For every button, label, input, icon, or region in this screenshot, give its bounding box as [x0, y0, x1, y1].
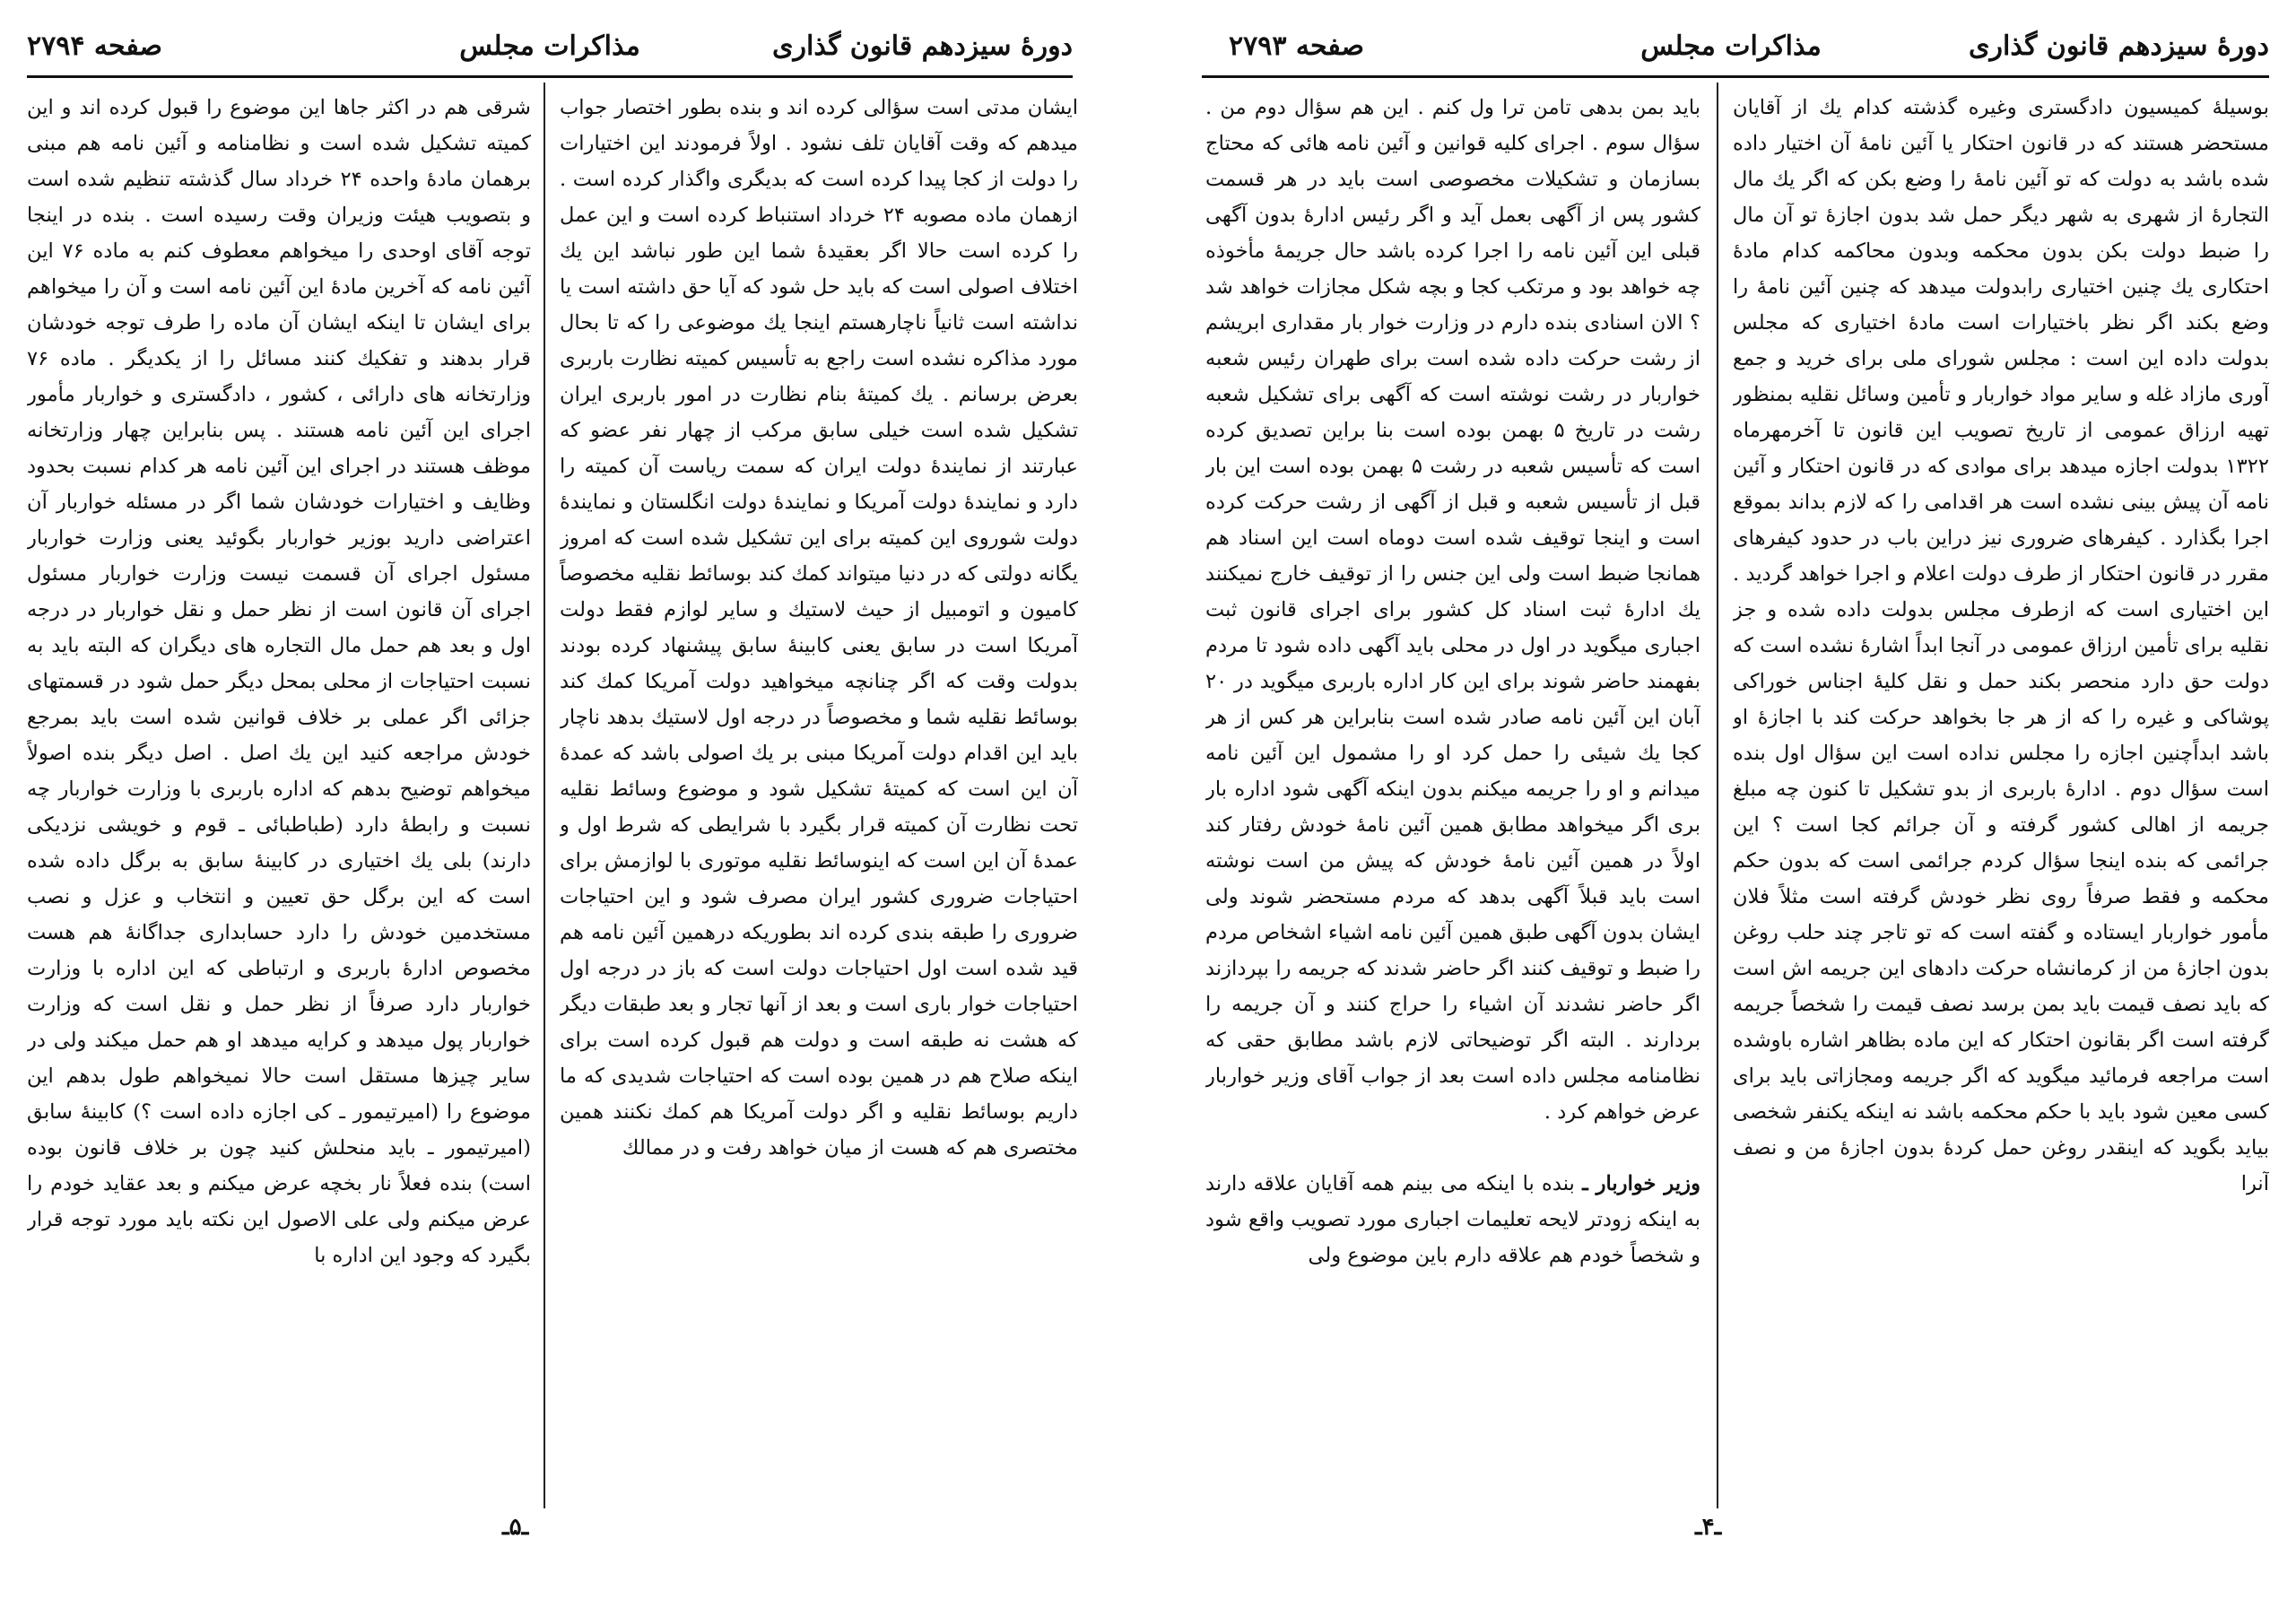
period-title: دورهٔ سیزدهم قانون گذاری	[772, 30, 1073, 62]
column-text: بوسیلهٔ کمیسیون دادگستری وغیره گذشته کدام یك از آقایان مستحضر هستند که در قانون احتکار یا آئین نامهٔ آن اختیار داده شده باشد به دولت که تو آئین نامهٔ را وضع بکن که اگر یك مال التجارهٔ از شهری به شهر دیگر حمل شد بدون اجازهٔ تو آن مال را ضبط دولت بکن بدون محکمه وبدون محاکمه کدام مادهٔ احتکاری یك چنین اختیاری رابدولت میدهد که چنین آئین نامهٔ را وضع بکند اگر نظر باختیارات است مادهٔ اختیاری که مجلس بدولت داده این است : مجلس شورای ملی برای خرید و جمع آوری مازاد غله و سایر مواد خواربار و تأمین وسائل نقلیه بمنظور تهیه ارزاق عمومی از تاریخ تصویب این قانون تا آخرمهرماه ۱۳۲۲ بدولت اجازه میدهد برای موادی که در قانون احتکار و آئین نامه آن پیش بینی نشده است هر اقدامی را که لازم بداند بموقع اجرا بگذارد . کیفرهای ضروری نیز دراین باب در حدود کیفرهای مقرر در قانون احتکار از طرف دولت اعلام و اجرا خواهد گردید . این اختیاری است که ازطرف مجلس بدولت داده شده و جز نقلیه برای تأمین ارزاق عمومی در آنجا ابداً اشارهٔ نشده است که دولت حق دارد منحصر بکند حمل و نقل کلیهٔ اجناس خوراکی پوشاکی و غیره را که از هر جا بخواهد حرکت کند با اجازهٔ او باشد ابداًچنین اجازه را مجلس نداده است این سؤال اول بنده است سؤال دوم . ادارهٔ باربری از بدو تشکیل تا کنون چه مبلغ جریمه از اهالی کشور گرفته و آن جرائم کجا است ؟ این جرائمی که بنده اینجا سؤال کردم جرائمی است که بدون حکم محکمه و فقط صرفاً روی نظر خودش گرفته است مثلاً فلان مأمور خواربار ایستاده و گفته است که تو تاجر چند حلب روغن بدون اجازهٔ من از کرمانشاه حرکت دادهای این جریمه اش است که باید نصف قیمت باید بمن برسد نصف قیمت را شخصاً جریمه گرفته است اگر بقانون احتکار که این ماده بظاهر اشاره باوشده است مراجعه فرمائید میگوید که اگر جریمه ومجازاتی باید برای کسی معین شود باید با حکم محکمه باشد نه اینکه یکنفر شخصی بیاید بگوید که اینقدر روغن حمل کردهٔ بدون اجازهٔ من و نصف آنرا	[1733, 96, 2269, 1195]
page-header	[1193, 25, 2269, 70]
header-title: مذاکرات مجلس	[1640, 30, 1822, 62]
page-number-label: صفحه ۲۷۹۳	[1229, 30, 1364, 62]
header-rule	[27, 75, 1073, 78]
text-column-left	[27, 90, 531, 1498]
speaker-text: بنده با اینکه می بینم همه آقایان علاقه دارند به اینکه زودتر لایحه تعلیمات اجباری مورد تصویب واقع شود و شخصاً خودم هم علاقه دارم باین موضوع ولی	[1205, 1172, 1700, 1267]
column-text: ایشان مدتی است سؤالی کرده اند و بنده بطور اختصار جواب میدهم که وقت آقایان تلف نشود . اولاً فرمودند این اختیارات را دولت از کجا پیدا کرده است که بدیگری واگذار کرده است . ازهمان ماده مصوبه ۲۴ خرداد استنباط کرده است و این عمل را کرده است حالا اگر بعقیدهٔ شما این طور نباشد این یك اختلاف اصولی است که باید حل شود که آیا حق داشته است یا نداشته است ثانیاً ناچارهستم اینجا یك موضوعی را که تا بحال مورد مذاکره نشده است راجع به تأسیس کمیته نظارت باربری بعرض برسانم . یك کمیتهٔ بنام نظارت در امور باربری ایران تشکیل شده است خیلی سابق مرکب از چهار نفر عضو که عبارتند از نمایندهٔ دولت ایران که سمت ریاست آن کمیته را دارد و نمایندهٔ دولت آمریکا و نمایندهٔ دولت انگلستان و نمایندهٔ دولت شوروی این کمیته برای این تشکیل شده است که امروز یگانه دولتی که در دنیا میتواند کمك کند بوسائط نقلیه مخصوصاً کامیون و اتومبیل از حیث لاستیك و سایر لوازم فقط دولت آمریکا است در سابق یعنی کابینهٔ سابق پیشنهاد کرده بودند بدولت وقت که اگر چنانچه میخواهید دولت آمریکا کمك کند بوسائط نقلیه شما و مخصوصاً در درجه اول لاستیك بدهد ناچار باید این اقدام دولت آمریکا مبنی بر یك اصولی باشد که عمدهٔ آن این است که کمیتهٔ تشکیل شود و موضوع وسائط نقلیه تحت نظارت آن کمیته قرار بگیرد با شرایطی که شرط اول و عمدهٔ آن این است که اینوسائط نقلیه موتوری با لوازمش برای احتیاجات ضروری کشور ایران مصرف شود و این احتیاجات ضروری را طبقه بندی کرده اند بطوریکه درهمین آئین نامه هم قید شده است اول احتیاجات دولت است که باز در درجه اول احتیاجات خوار باری است و بعد از آنها تجار و بعد طبقات دیگر که هشت نه طبقه است و دولت هم قبول کرده است برای اینکه صلاح هم در همین بوده است که احتیاجات شدیدی که ما داریم بوسائط نقلیه و اگر دولت آمریکا هم کمك نکنند همین مختصری هم که هست از میان خواهد رفت و در ممالك	[560, 96, 1078, 1160]
page-number-label: صفحه ۲۷۹۴	[27, 30, 162, 62]
header-rule	[1202, 75, 2269, 78]
text-column-right	[560, 90, 1078, 1498]
left-page	[0, 0, 1100, 1616]
text-column-right	[1733, 90, 2269, 1498]
folio-number: ـ۵ـ	[502, 1514, 529, 1541]
header-title: مذاکرات مجلس	[459, 30, 640, 62]
column-divider	[1717, 83, 1718, 1508]
right-page	[1166, 0, 2296, 1616]
page-header	[27, 25, 1073, 70]
text-column-left	[1205, 90, 1700, 1498]
period-title: دورهٔ سیزدهم قانون گذاری	[1969, 30, 2269, 62]
speaker-name: وزیر خواربار ـ	[1582, 1172, 1700, 1195]
folio-number: ـ۴ـ	[1695, 1514, 1722, 1541]
speaker-paragraph	[1205, 1166, 1700, 1273]
column-divider	[544, 83, 545, 1508]
column-text: شرقی هم در اکثر جاها این موضوع را قبول کرده اند و این کمیته تشکیل شده است و نظامنامه و آئین نامه هم مبنی برهمان مادهٔ واحده ۲۴ خرداد سال گذشته تنظیم شده است و بتصویب هیئت وزیران وقت رسیده است . بنده در اینجا توجه آقای اوحدی را میخواهم معطوف کنم به ماده ۷۶ این آئین نامه که آخرین مادهٔ این آئین نامه است و آن را میخواهم برای ایشان تا اینکه ایشان آن ماده را طرف توجه خودشان قرار بدهند و تفکیك کنند مسائل را از یکدیگر . ماده ۷۶ وزارتخانه های دارائی ، کشور ، دادگستری و خواربار مأمور اجرای این آئین نامه هستند . پس بنابراین چهار وزارتخانه موظف هستند در اجرای این آئین نامه هر کدام نسبت بحدود وظایف و اختیارات خودشان شما اگر در مسئله خواربار آن اعتراضی دارید بوزیر خواربار بگوئید یعنی وزارت خواربار مسئول اجرای آن قسمت نیست وزارت خواربار مسئول اجرای آن قانون است از نظر حمل و نقل خواربار در درجه اول و بعد هم حمل مال التجاره های دیگران که البته باید به نسبت احتیاجات از محلی بمحل دیگر حمل شود در قسمتهای جزائی اگر عملی بر خلاف قوانین شده است باید بمرجع خودش مراجعه کنید این یك اصل . اصل دیگر بنده اصولاً میخواهم توضیح بدهم که اداره باربری با وزارت خواربار چه نسبت و رابطهٔ دارد (طباطبائی ـ قوم و خویشی نزدیکی دارند) بلی یك اختیاری در کابینهٔ سابق به برگل داده شده است که این برگل حق تعیین و انتخاب و عزل و نصب مستخدمین خودش را دارد حسابداری جداگانهٔ هم هست مخصوص ادارهٔ باربری و ارتباطی که این اداره با وزارت خواربار دارد صرفاً از نظر حمل و نقل است که وزارت خواربار پول میدهد و کرایه میدهد او هم حمل میکند ولی در سایر چیزها مستقل است حالا نمیخواهم طول بدهم این موضوع را (امیرتیمور ـ کی اجازه داده است ؟) کابینهٔ سابق (امیرتیمور ـ باید منحلش کنید چون بر خلاف قانون بوده است) بنده فعلاً نار بخچه عرض میکنم و بعد عقاید خودم را عرض میکنم ولی علی الاصول این نکته باید مورد توجه قرار بگیرد که وجود این اداره با	[27, 96, 531, 1267]
column-text: باید بمن بدهی تامن ترا ول کنم . این هم سؤال دوم من . سؤال سوم . اجرای کلیه قوانین و آئین نامه هائی که محتاج بسازمان و تشکیلات مخصوصی است باید در هر قسمت کشور پس از آگهی بعمل آید و اگر رئیس ادارهٔ بدون آگهی قبلی این آئین نامه را اجرا کرده باشد حال جریمهٔ مأخوذه چه خواهد بود و مرتکب کجا و بچه شکل مجازات خواهد شد ؟ الان اسنادی بنده دارم در وزارت خوار بار مقداری ابریشم از رشت حرکت داده شده است برای طهران رئیس شعبه خواربار در رشت نوشته است که آگهی برای تشکیل شعبه رشت در تاریخ ۵ بهمن بوده است بنا براین تصدیق کرده است که تأسیس شعبه در رشت ۵ بهمن بوده است این بار قبل از تأسیس شعبه و قبل از آگهی از رشت حرکت کرده است و اینجا توقیف شده است دوماه است این اسناد هم همانجا ضبط است ولی این جنس را از توقیف خارج نمیکنند یك ادارهٔ ثبت اسناد کل کشور برای اجرای قانون ثبت اجباری میگوید در اول در محلی باید آگهی داده شود تا مردم بفهمند حاضر شوند برای این کار اداره باربری میگوید در ۲۰ آبان این آئین نامه صادر شده است بنابراین هر کس از هر کجا یك شیئی را حمل کرد او را مشمول این آئین نامه میدانم و او را جریمه میکنم بدون اینکه آگهی شود اداره بار بری اگر میخواهد مطابق همین آئین نامهٔ خودش رفتار کند اولاً در همین آئین نامهٔ خودش که پیش من است نوشته است باید قبلاً آگهی بدهد که مردم مستحضر شوند ولی ایشان بدون آگهی طبق همین آئین نامه اشیاء اشخاص مردم را ضبط و توقیف کنند اگر حاضر شدند که جریمه را بپردازند اگر حاضر نشدند آن اشیاء را حراج کنند و آن جریمه را بردارند . البته اگر توضیحاتی لازم باشد مطابق حقی که نظامنامه مجلس داده است بعد از جواب آقای وزیر خواربار عرض خواهم کرد .	[1205, 96, 1700, 1124]
